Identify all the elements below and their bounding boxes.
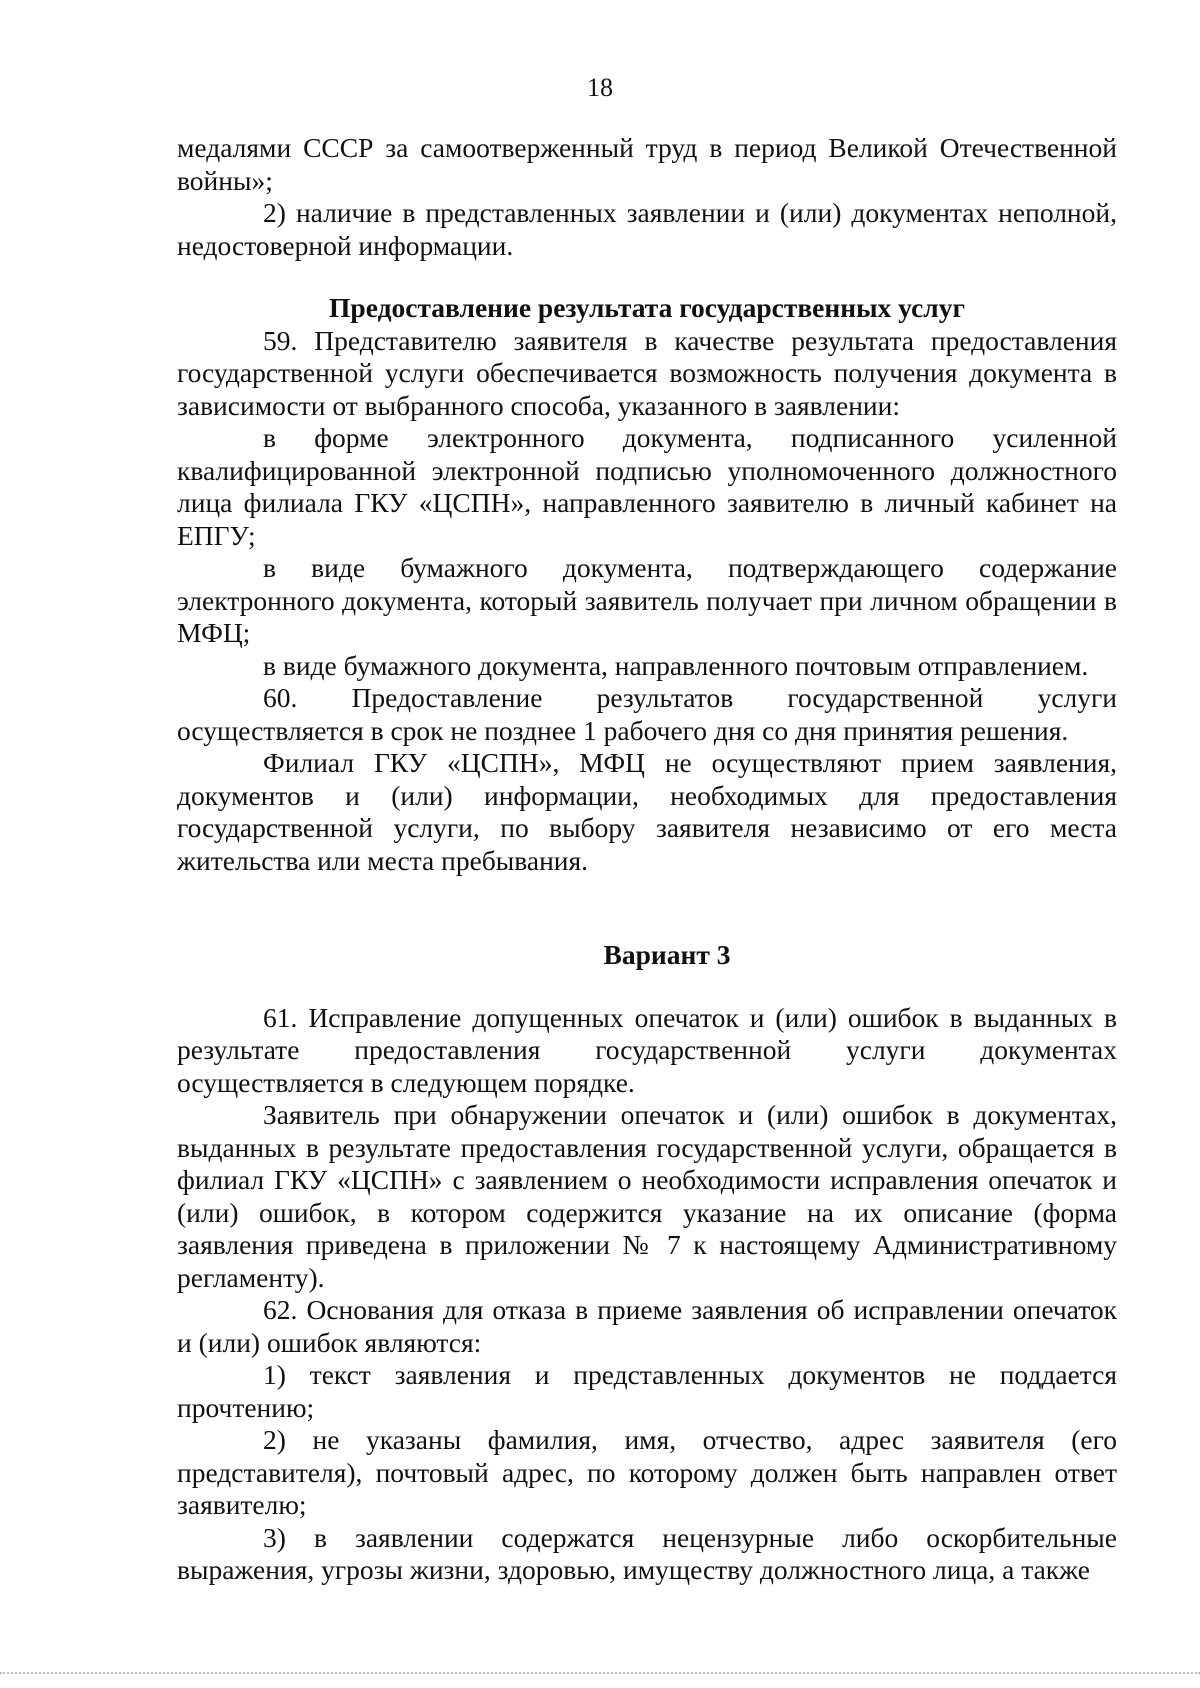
paragraph: 61. Исправление допущенных опечаток и (или) ошибок в выданных в результате предоставления государственной услуги документах осуществляется в следующем порядке. (177, 1001, 1117, 1098)
section-spacer (177, 877, 1117, 939)
section-spacer (177, 972, 1117, 1002)
paragraph: 1) текст заявления и представленных документов не поддается прочтению; (177, 1359, 1117, 1423)
paragraph: 62. Основания для отказа в приеме заявления об исправлении опечаток и (или) ошибок являются: (177, 1294, 1117, 1358)
paragraph: 2) наличие в представленных заявлении и (или) документах неполной, недостоверной информации. (177, 197, 1117, 261)
variant-heading: Вариант 3 (603, 939, 731, 970)
section-heading: Предоставление результата государственных услуг (329, 292, 965, 323)
paragraph: в виде бумажного документа, направленного почтовым отправлением. (263, 649, 1089, 681)
scan-edge-line (0, 1672, 1200, 1674)
paragraph: в форме электронного документа, подписанного усиленной квалифицированной электронной подписью уполномоченного должностного лица филиала ГКУ «ЦСПН», направленного заявителю в личный кабинет на ЕПГУ; (177, 422, 1117, 551)
paragraph: Филиал ГКУ «ЦСПН», МФЦ не осуществляют прием заявления, документов и (или) информации, необходимых для предоставления государственной услуги, по выбору заявителя независимо от его места жительства или места пребывания. (177, 747, 1117, 876)
section-spacer (177, 262, 1117, 292)
paragraph: в виде бумажного документа, подтверждающего содержание электронного документа, который заявитель получает при личном обращении в МФЦ; (177, 552, 1117, 648)
document-body (177, 132, 1117, 1587)
paragraph: 60. Предоставление результатов государственной услуги осуществляется в срок не позднее 1 рабочего дня со дня принятия решения. (177, 682, 1117, 746)
paragraph: 2) не указаны фамилия, имя, отчество, адрес заявителя (его представителя), почтовый адрес, по которому должен быть направлен ответ заявителю; (177, 1424, 1117, 1520)
paragraph: медалями СССР за самоотверженный труд в период Великой Отечественной войны»; (177, 132, 1117, 196)
paragraph: 59. Представителю заявителя в качестве результата предоставления государственной услуги обеспечивается возможность получения документа в зависимости от выбранного способа, указанного в заявлении: (177, 324, 1117, 421)
paragraph: 3) в заявлении содержатся нецензурные либо оскорбительные выражения, угрозы жизни, здоровью, имуществу должностного лица, а также (177, 1521, 1117, 1585)
page-number: 18 (587, 73, 613, 102)
paragraph: Заявитель при обнаружении опечаток и (или) ошибок в документах, выданных в результате предоставления государственной услуги, обращается в филиал ГКУ «ЦСПН» с заявлением о необходимости исправления опечаток и (или) ошибок, в котором содержится указание на их описание (форма заявления приведена в приложении № 7 к настоящему Административному регламенту). (177, 1099, 1117, 1293)
